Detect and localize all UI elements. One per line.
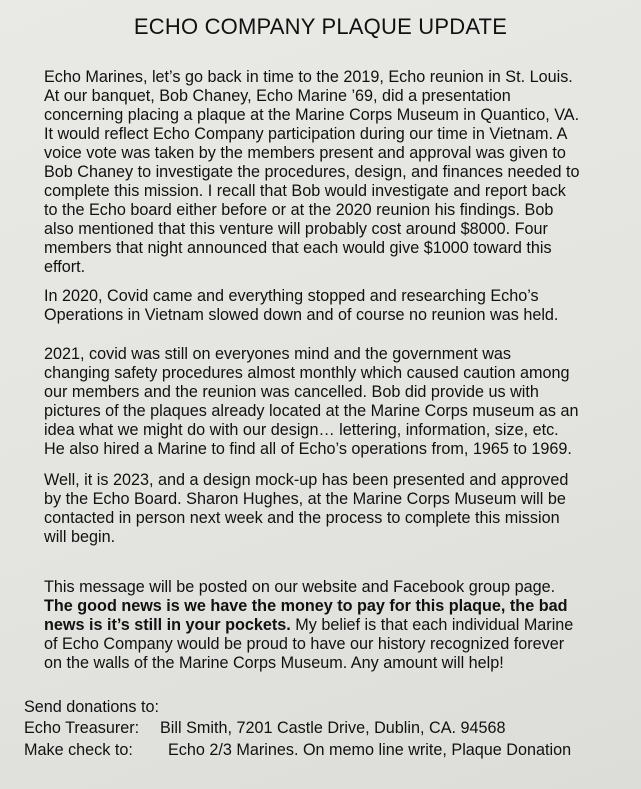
paragraph-2021	[44, 345, 612, 459]
text-line: voice vote was taken by the members present and approval was given to	[44, 144, 566, 162]
text-line: on the walls of the Marine Corps Museum. Any amount will help!	[44, 654, 504, 672]
check-payee: Echo 2/3 Marines. On memo line write, Plaque Donation	[168, 741, 572, 759]
page-title: ECHO COMPANY PLAQUE UPDATE	[133, 14, 508, 39]
paragraph-2023	[44, 471, 612, 547]
check-row	[24, 741, 572, 760]
text-line: of Echo Company would be proud to have our history recognized forever	[44, 635, 565, 653]
text-line: effort.	[44, 258, 86, 276]
text-line: our members and the reunion was cancelled. Bob did provide us with	[44, 383, 539, 401]
text-line: by the Echo Board. Sharon Hughes, at the Marine Corps Museum will be	[44, 490, 566, 508]
text-line: Well, it is 2023, and a design mock-up has been presented and approved	[44, 471, 569, 489]
bold-text: news is it’s still in your pockets.	[44, 616, 291, 634]
paragraph-funding-appeal	[44, 578, 612, 673]
text-line: Operations in Vietnam slowed down and of course no reunion was held.	[44, 306, 559, 324]
paragraph-2020-covid	[44, 287, 612, 325]
text-line: will begin.	[44, 528, 116, 546]
check-label: Make check to:	[24, 741, 133, 759]
text-line: contacted in person next week and the process to complete this mission	[44, 509, 560, 527]
bold-text-line: The good news is we have the money to pay for this plaque, the bad	[44, 597, 568, 615]
mixed-text-line	[44, 616, 612, 635]
text-line: to the Echo board either before or at the 2020 reunion his findings. Bob	[44, 201, 554, 219]
text-line: Bob Chaney to investigate the procedures, design, and finances needed to	[44, 163, 580, 181]
text-line: idea what we might do with our design… lettering, information, size, etc.	[44, 421, 559, 439]
text-line: In 2020, Covid came and everything stopped and researching Echo’s	[44, 287, 539, 305]
text-line: At our banquet, Bob Chaney, Echo Marine ’69, did a presentation	[44, 87, 511, 105]
text-line: members that night announced that each would give $1000 toward this	[44, 239, 552, 257]
text-line: concerning placing a plaque at the Marine Corps Museum in Quantico, VA.	[44, 106, 580, 124]
text-line: changing safety procedures almost monthly which caused caution among	[44, 364, 570, 382]
paragraph-2019-reunion	[44, 68, 612, 277]
text-line: This message will be posted on our website and Facebook group page.	[44, 578, 556, 596]
text-line: pictures of the plaques already located at the Marine Corps museum as an	[44, 402, 579, 420]
text-line: He also hired a Marine to find all of Echo’s operations from, 1965 to 1969.	[44, 440, 572, 458]
treasurer-address: Bill Smith, 7201 Castle Drive, Dublin, CA. 94568	[160, 719, 506, 737]
treasurer-label: Echo Treasurer:	[24, 719, 140, 737]
text-line: Echo Marines, let’s go back in time to the 2019, Echo reunion in St. Louis.	[44, 68, 573, 86]
treasurer-row	[24, 719, 506, 738]
text-fragment: My belief is that each individual Marine	[290, 616, 574, 634]
text-line: 2021, covid was still on everyones mind and the government was	[44, 345, 511, 363]
donations-heading: Send donations to:	[24, 698, 160, 716]
text-line: complete this mission. I recall that Bob would investigate and report back	[44, 182, 566, 200]
text-line: also mentioned that this venture will probably cost around $8000. Four	[44, 220, 548, 238]
text-line: It would reflect Echo Company participation during our time in Vietnam. A	[44, 125, 568, 143]
